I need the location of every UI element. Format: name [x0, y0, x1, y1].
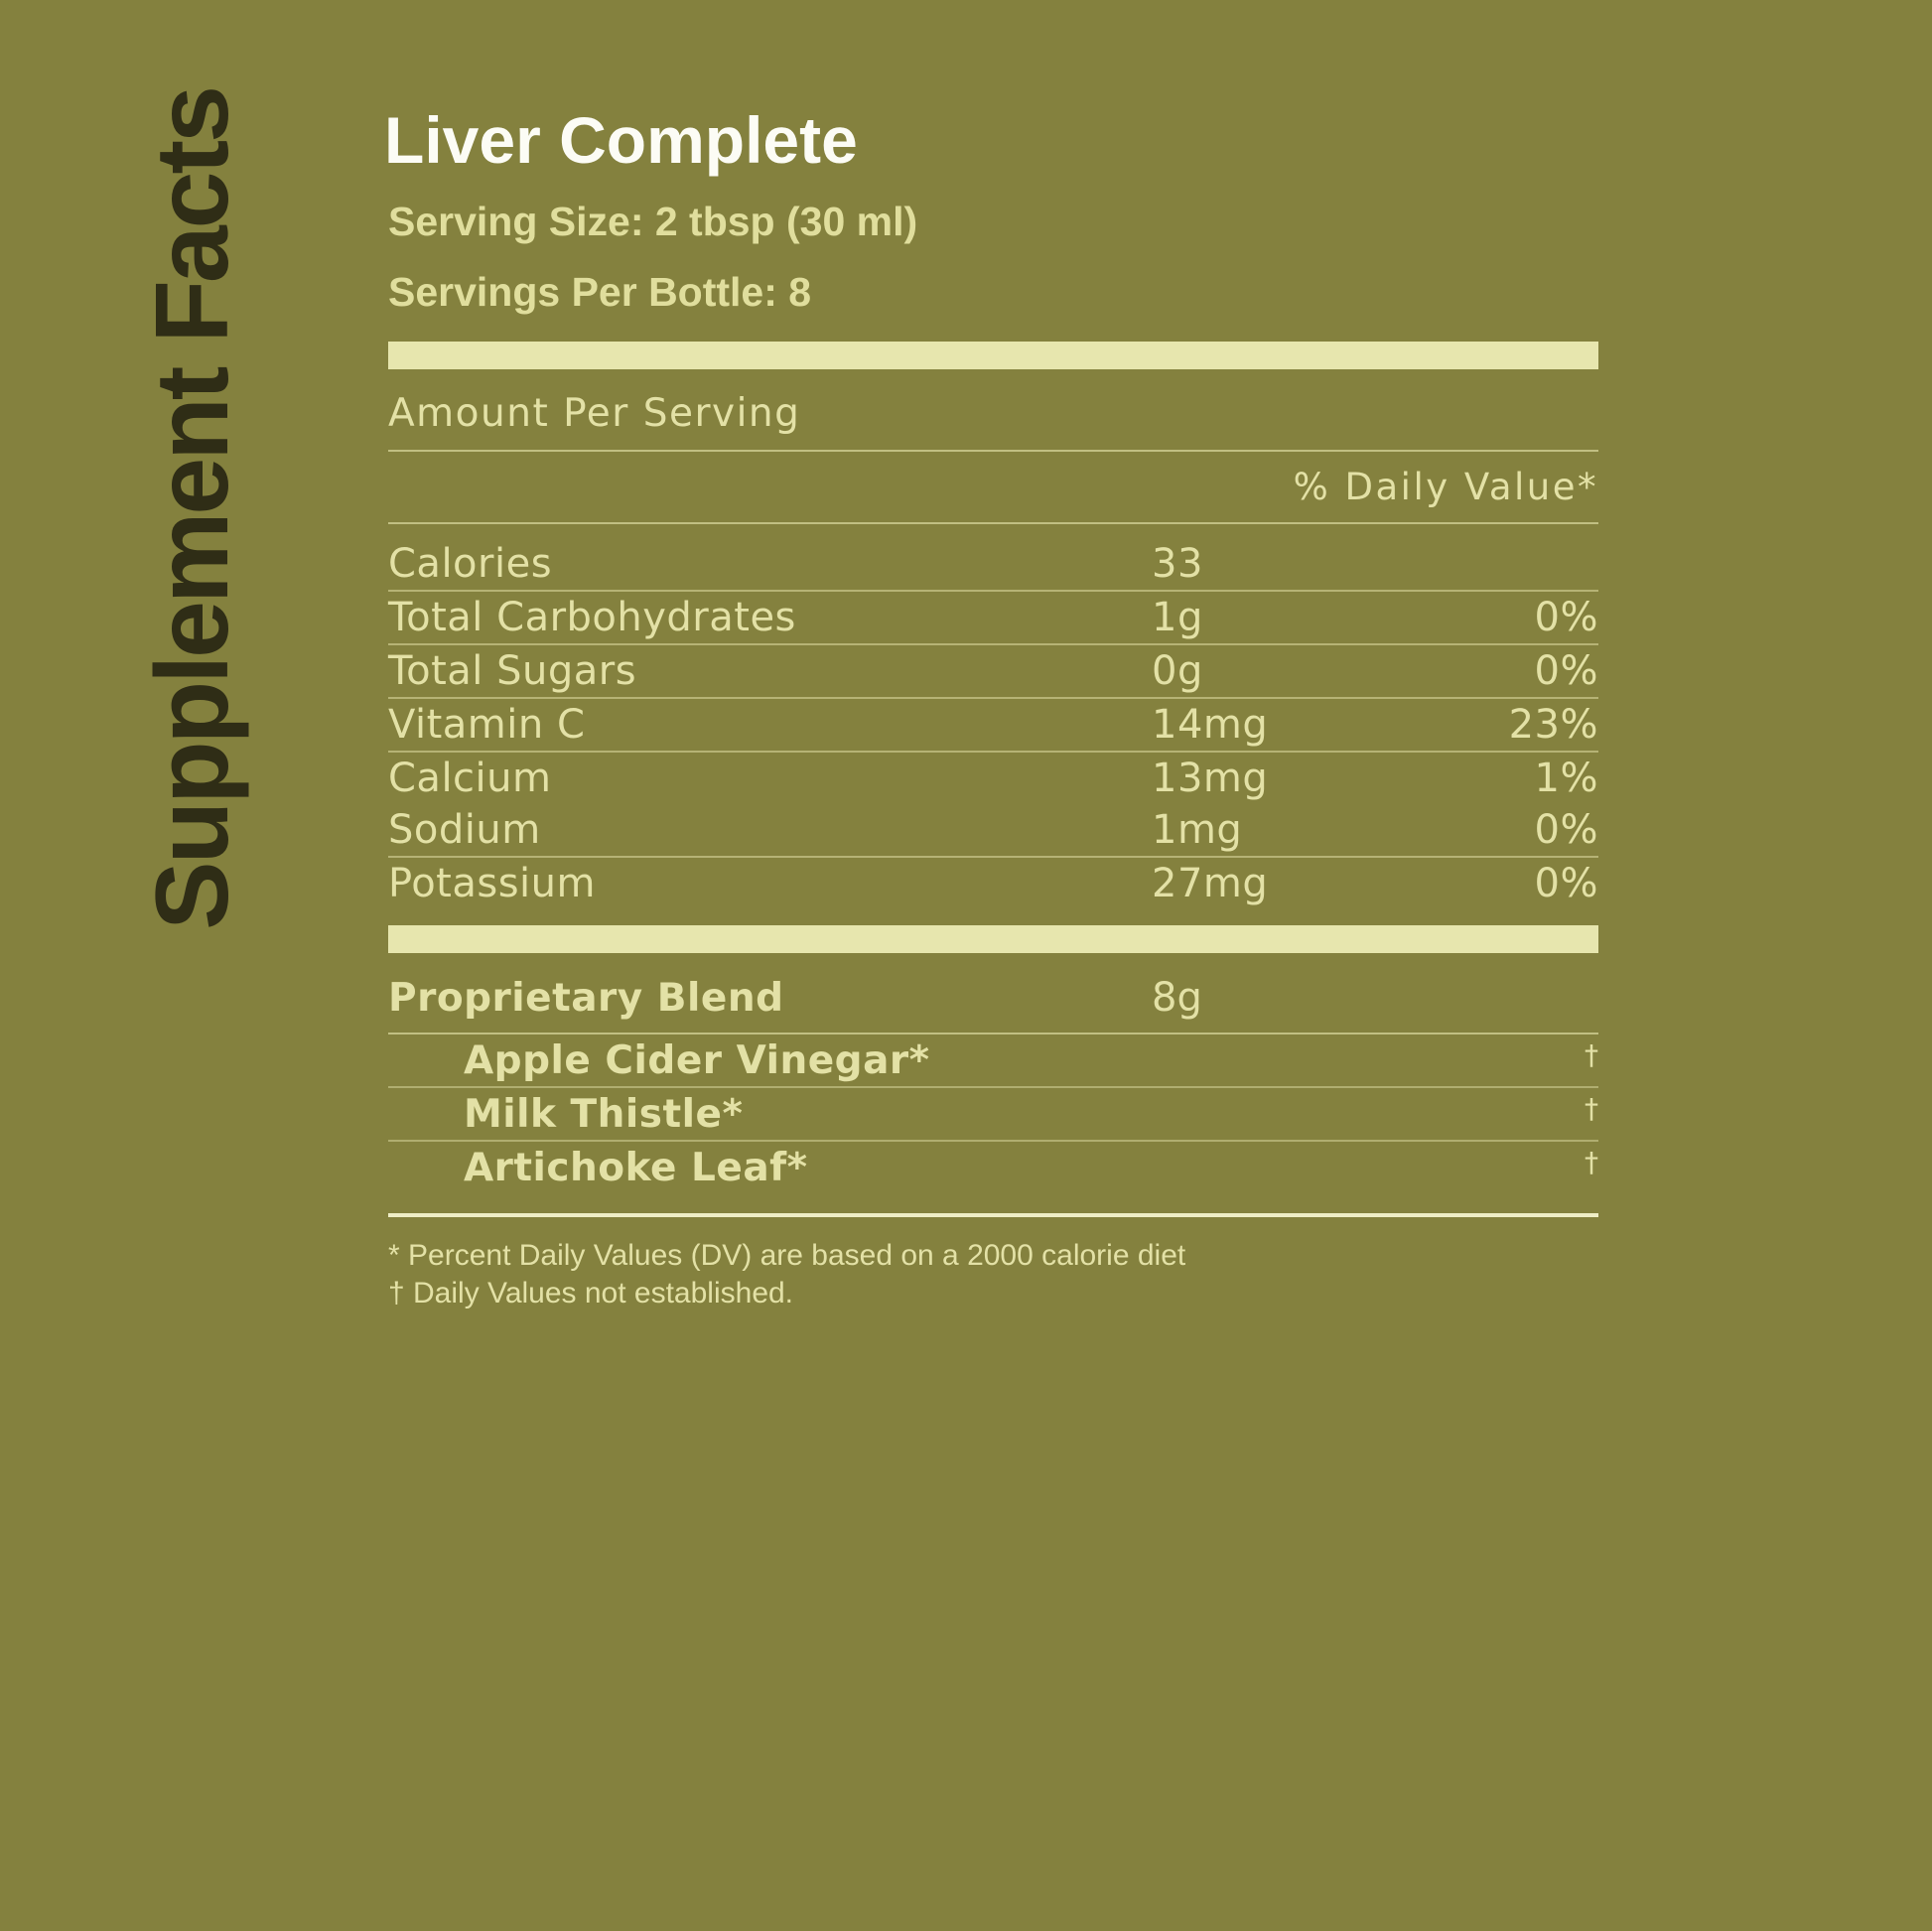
footnote-dagger: † Daily Values not established.: [388, 1277, 794, 1310]
serving-size: Serving Size: 2 tbsp (30 ml): [388, 199, 918, 244]
nutrient-label: Total Carbohydrates: [388, 595, 796, 640]
nutrient-amount: 14mg: [1152, 702, 1269, 748]
table-row-vitamin-c: [388, 699, 1598, 753]
table-row-total-carbohydrates: [388, 592, 1598, 645]
dagger-icon: †: [1585, 1146, 1598, 1178]
table-row-potassium: [388, 858, 1598, 909]
vertical-title-text: Supplement Facts: [134, 88, 250, 930]
section-bar-top: [388, 342, 1598, 369]
nutrient-label: Calories: [388, 541, 553, 587]
footnotes: [388, 1237, 1598, 1312]
nutrient-label: Potassium: [388, 861, 596, 906]
supplement-facts-panel: [384, 87, 1598, 1312]
nutrient-dv: 1%: [1534, 756, 1598, 801]
dagger-icon: †: [1585, 1038, 1598, 1071]
nutrient-dv: 0%: [1534, 648, 1598, 694]
dagger-icon: †: [1585, 1092, 1598, 1125]
blend-label: Proprietary Blend: [388, 975, 784, 1021]
divider-line: [388, 522, 1598, 524]
ingredient-row-milk-thistle: [388, 1088, 1598, 1142]
ingredient-name: Milk Thistle*: [464, 1091, 744, 1137]
nutrient-amount: 1g: [1152, 595, 1203, 640]
nutrient-amount: 13mg: [1152, 756, 1269, 801]
table-row-calories: [388, 538, 1598, 592]
table-row-calcium: [388, 753, 1598, 804]
divider-line: [388, 450, 1598, 452]
nutrient-amount: 27mg: [1152, 861, 1269, 906]
nutrient-dv: 0%: [1534, 595, 1598, 640]
nutrient-dv: 23%: [1508, 702, 1598, 748]
nutrient-dv: 0%: [1534, 861, 1598, 906]
nutrient-dv: 0%: [1534, 807, 1598, 853]
vertical-title: [103, 88, 282, 930]
nutrient-table: [388, 538, 1598, 909]
footnote-percent-dv: * Percent Daily Values (DV) are based on a 2000 calorie diet: [388, 1239, 1186, 1272]
table-row-sodium: [388, 804, 1598, 858]
blend-amount: 8g: [1152, 975, 1202, 1021]
section-bar-blend: [388, 925, 1598, 953]
nutrient-label: Vitamin C: [388, 702, 586, 748]
nutrient-label: Calcium: [388, 756, 552, 801]
amount-per-serving-label: Amount Per Serving: [388, 391, 801, 436]
ingredient-row-apple-cider-vinegar: [388, 1034, 1598, 1088]
product-title: Liver Complete: [384, 103, 858, 177]
servings-per-bottle: Servings Per Bottle: 8: [388, 269, 812, 315]
nutrient-amount: 1mg: [1152, 807, 1243, 853]
nutrient-amount: 33: [1152, 541, 1203, 587]
table-row-total-sugars: [388, 645, 1598, 699]
nutrient-label: Total Sugars: [388, 648, 637, 694]
daily-value-label: % Daily Value*: [1293, 466, 1598, 508]
ingredient-name: Apple Cider Vinegar*: [464, 1037, 930, 1083]
nutrient-amount: 0g: [1152, 648, 1203, 694]
nutrient-label: Sodium: [388, 807, 541, 853]
blend-row: [388, 973, 1598, 1023]
ingredient-row-artichoke-leaf: [388, 1142, 1598, 1193]
bottom-thick-line: [388, 1213, 1598, 1217]
ingredient-name: Artichoke Leaf*: [464, 1145, 808, 1190]
